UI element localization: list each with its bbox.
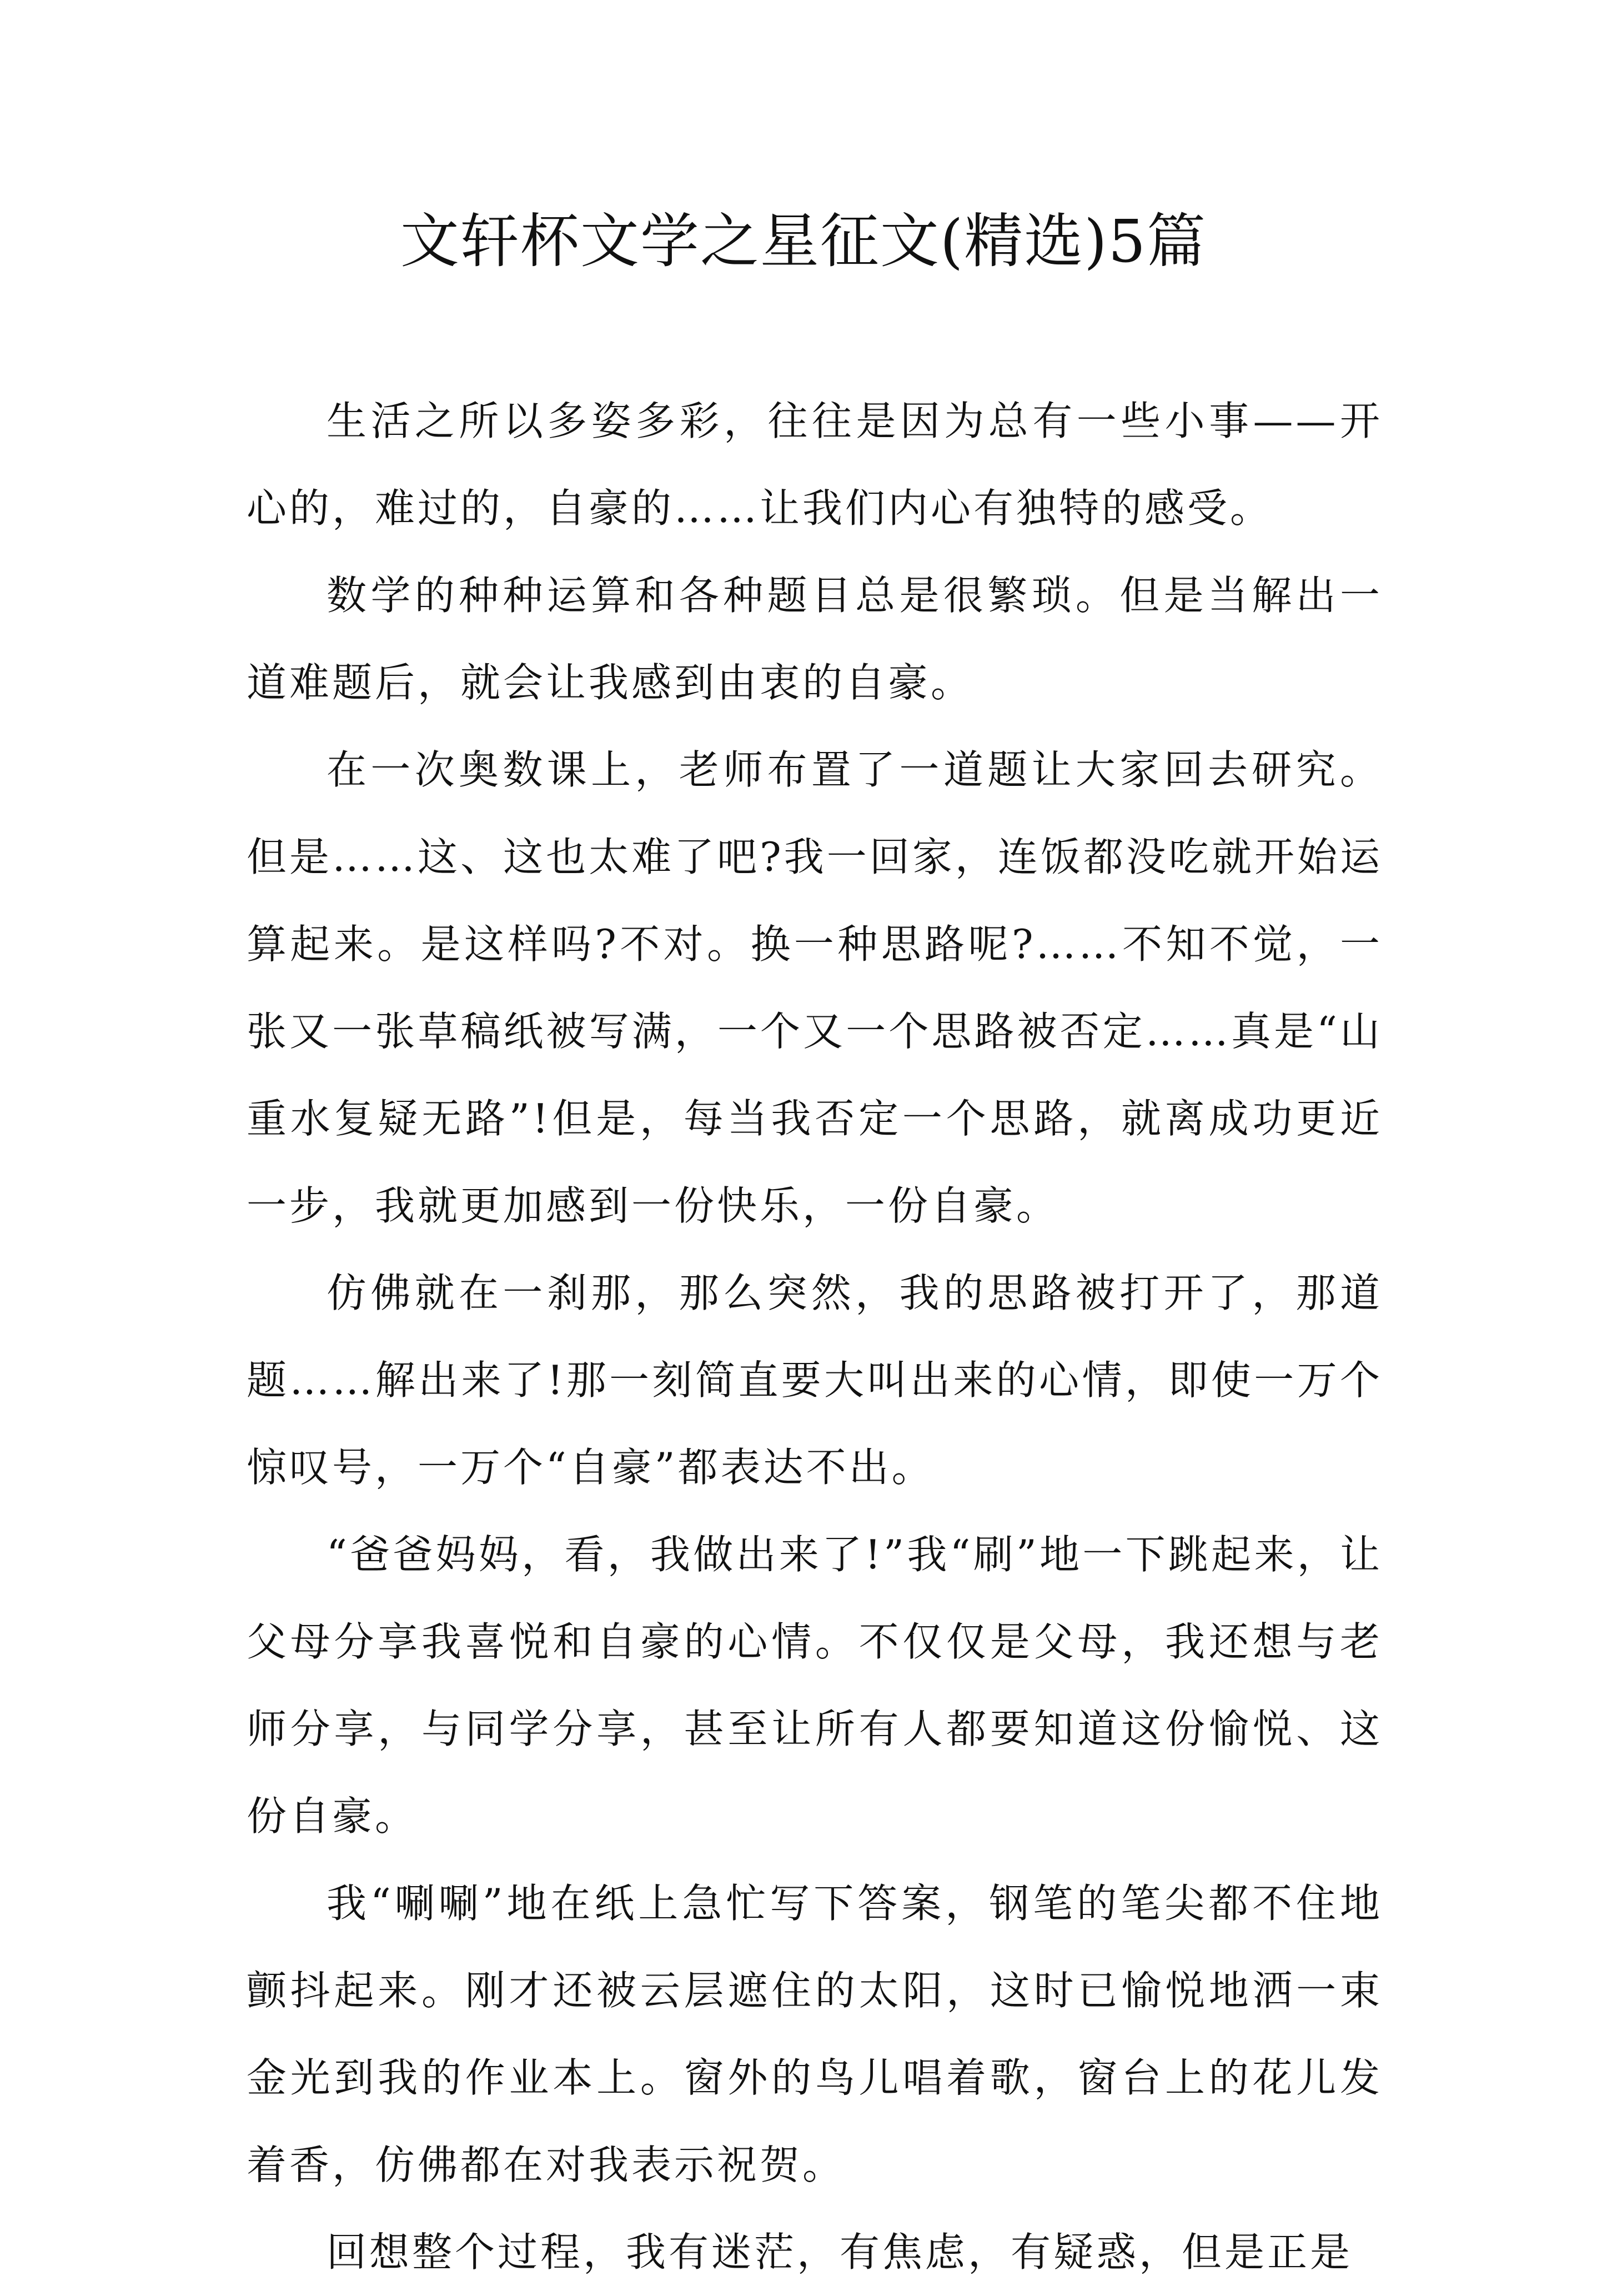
- paragraph: 数学的种种运算和各种题目总是很繁琐。但是当解出一道难题后，就会让我感到由衷的自豪。: [247, 572, 1383, 706]
- paragraph: 在一次奥数课上，老师布置了一道题让大家回去研究。但是……这、这也太难了吧?我一回家，连饭都没吃就开始运算起来。是这样吗?不对。换一种思路呢?……不知不觉，一张又一张草稿纸被写满，一个又一个思路被否定……真是“山重水复疑无路”!但是，每当我否定一个思路，就离成功更近一步，我就更加感到一份快乐，一份自豪。: [247, 746, 1383, 1229]
- paragraph: 回想整个过程，我有迷茫，有焦虑，有疑惑，但是正是: [327, 2229, 1353, 2275]
- paragraph: 我“唰唰”地在纸上急忙写下答案，钢笔的笔尖都不住地颤抖起来。刚才还被云层遮住的太阳，这时已愉悦地洒一束金光到我的作业本上。窗外的鸟儿唱着歌，窗台上的花儿发着香，仿佛都在对我表示祝贺。: [247, 1880, 1383, 2188]
- paragraph: 仿佛就在一刹那，那么突然，我的思路被打开了，那道题……解出来了!那一刻简直要大叫出来的心情，即使一万个惊叹号，一万个“自豪”都表达不出。: [247, 1270, 1383, 1491]
- paragraph: “爸爸妈妈，看，我做出来了!”我“刷”地一下跳起来，让父母分享我喜悦和自豪的心情。不仅仅是父母，我还想与老师分享，与同学分享，甚至让所有人都要知道这份愉悦、这份自豪。: [247, 1531, 1383, 1839]
- document-title: 文轩杯文学之星征文(精选)5篇: [400, 207, 1207, 275]
- paragraph: 生活之所以多姿多彩，往往是因为总有一些小事——开心的，难过的，自豪的……让我们内心有独特的感受。: [247, 398, 1383, 532]
- document-body: [247, 378, 1383, 2296]
